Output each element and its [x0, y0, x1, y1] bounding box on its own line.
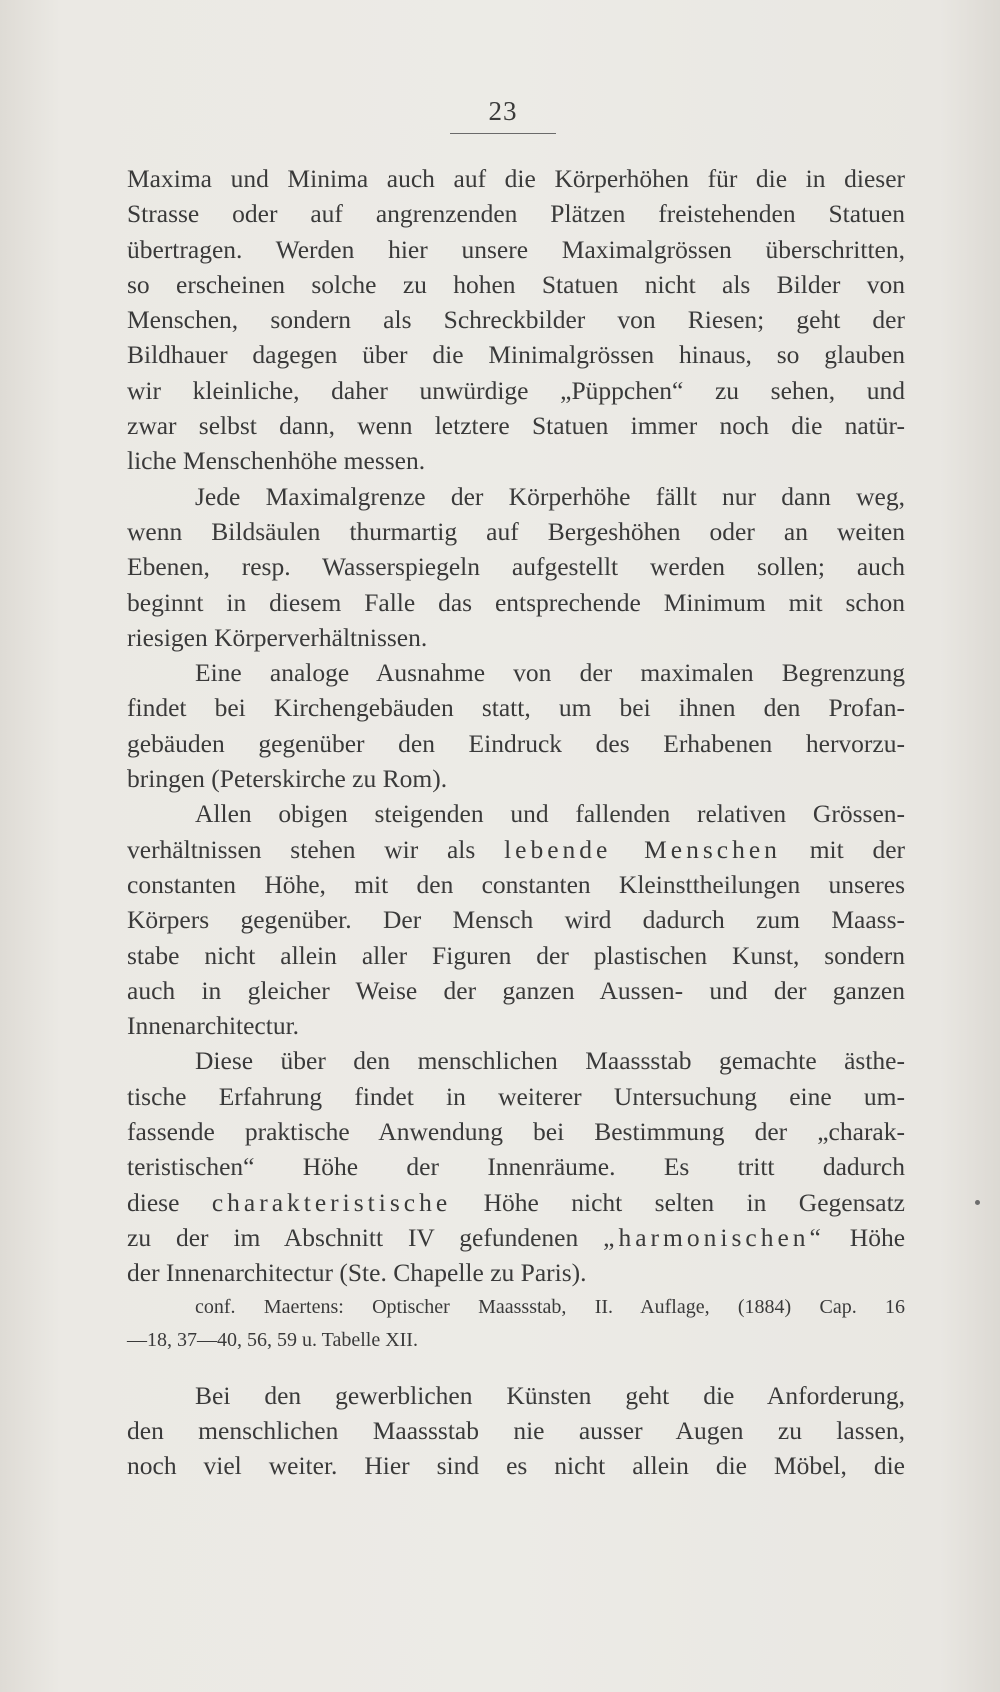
text-line: Menschen, sondern als Schreckbilder von Riesen; geht der: [127, 305, 905, 335]
text-line: teristischen“ Höhe der Innenräume. Es tritt dadurch: [127, 1152, 905, 1182]
text-line: riesigen Körperverhältnissen.: [127, 622, 428, 652]
text-line: noch viel weiter. Hier sind es nicht allein die Möbel, die: [127, 1451, 905, 1481]
text-segment: Höhe: [849, 1222, 906, 1252]
text-line: [127, 832, 905, 867]
text-line: Strasse oder auf angrenzenden Plätzen freistehenden Statuen: [127, 199, 905, 229]
text-line: beginnt in diesem Falle das entsprechende Minimum mit schon: [127, 587, 905, 617]
text-line: Eine analoge Ausnahme von der maximalen Begrenzung: [195, 658, 905, 688]
text-line: constanten Höhe, mit den constanten Kleinsttheilungen unseres: [127, 869, 905, 899]
text-segment: Höhe nicht selten in Gegensatz: [483, 1187, 905, 1217]
text-line: [127, 1185, 905, 1220]
reference-note: —18, 37—40, 56, 59 u. Tabelle XII.: [127, 1328, 418, 1351]
spaced-emphasis: „harmonischen“: [603, 1222, 825, 1252]
text-segment: diese: [127, 1187, 180, 1217]
text-line: stabe nicht allein aller Figuren der plastischen Kunst, sondern: [127, 940, 905, 970]
text-line: liche Menschenhöhe messen.: [127, 446, 426, 476]
reference-note: conf. Maertens: Optischer Maassstab, II. Auflage, (1884) Cap. 16: [195, 1295, 905, 1318]
body-text: [127, 161, 905, 1483]
text-segment: verhältnissen stehen wir als: [127, 834, 476, 864]
spaced-emphasis: charakteristische: [211, 1187, 452, 1217]
text-line: [127, 1220, 905, 1255]
page-number: 23: [488, 96, 518, 126]
margin-speck: [975, 1200, 980, 1205]
text-line: Innenarchitectur.: [127, 1011, 300, 1041]
spaced-emphasis: lebende Menschen: [504, 834, 781, 864]
text-line: bringen (Peterskirche zu Rom).: [127, 764, 448, 794]
paragraph-gap: [127, 1357, 905, 1378]
text-line: Bildhauer dagegen über die Minimalgrössen hinaus, so glauben: [127, 340, 905, 370]
text-line: zwar selbst dann, wenn letztere Statuen immer noch die natür-: [127, 411, 905, 441]
text-line: übertragen. Werden hier unsere Maximalgrössen überschritten,: [127, 234, 905, 264]
text-segment: mit der: [809, 834, 906, 864]
text-line: Maxima und Minima auch auf die Körperhöhen für die in dieser: [127, 164, 905, 193]
text-line: der Innenarchitectur (Ste. Chapelle zu Paris).: [127, 1258, 587, 1288]
text-line: tische Erfahrung findet in weiterer Untersuchung eine um-: [127, 1081, 905, 1111]
text-line: Jede Maximalgrenze der Körperhöhe fällt nur dann weg,: [195, 481, 905, 511]
text-line: gebäuden gegenüber den Eindruck des Erhabenen hervorzu-: [127, 728, 905, 758]
text-line: so erscheinen solche zu hohen Statuen nicht als Bilder von: [127, 269, 905, 299]
text-line: Bei den gewerblichen Künsten geht die Anforderung,: [195, 1380, 905, 1410]
page-number-rule: [450, 133, 556, 134]
text-line: Körpers gegenüber. Der Mensch wird dadurch zum Maass-: [127, 905, 905, 935]
text-line: auch in gleicher Weise der ganzen Aussen- und der ganzen: [127, 975, 905, 1005]
text-line: wir kleinliche, daher unwürdige „Püppchen“ zu sehen, und: [127, 375, 905, 405]
text-segment: zu der im Abschnitt IV gefundenen: [127, 1222, 579, 1252]
text-line: wenn Bildsäulen thurmartig auf Bergeshöhen oder an weiten: [127, 516, 905, 546]
text-line: findet bei Kirchengebäuden statt, um bei ihnen den Profan-: [127, 693, 905, 723]
text-line: Allen obigen steigenden und fallenden relativen Grössen-: [195, 799, 905, 829]
text-line: Diese über den menschlichen Maassstab gemachte ästhe-: [195, 1046, 905, 1076]
text-line: Ebenen, resp. Wasserspiegeln aufgestellt werden sollen; auch: [127, 552, 905, 582]
text-line: fassende praktische Anwendung bei Bestimmung der „charak-: [127, 1117, 905, 1147]
text-line: den menschlichen Maassstab nie ausser Augen zu lassen,: [127, 1415, 905, 1445]
